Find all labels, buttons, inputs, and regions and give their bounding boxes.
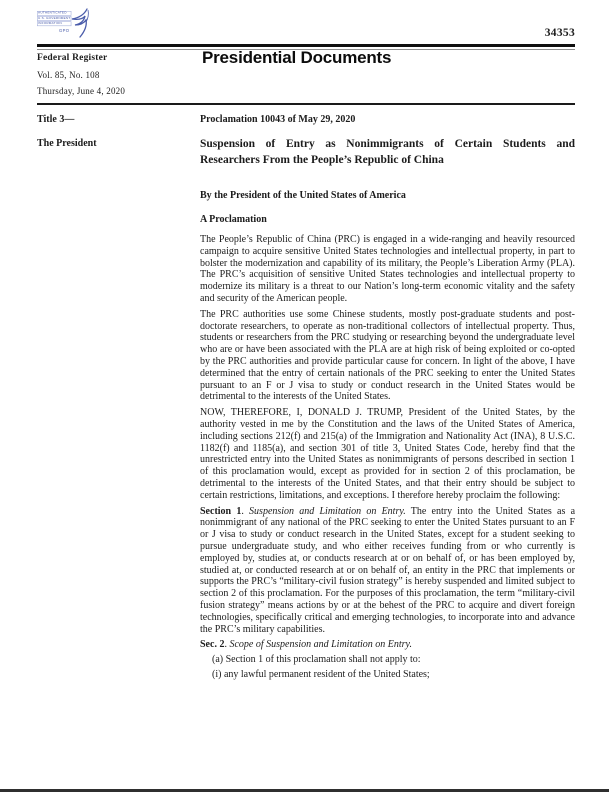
paragraph-1: The People’s Republic of China (PRC) is engaged in a wide-ranging and heavily resourced campaign to acquire sensitive United States technologies and intellectual property, in part to bolster the modernization and capability of its military, the People’s Liberation Army (PLA). The PRC’s acquisition of sensitive United States technologies and intellectual property to modernize its military is a threat to our Nation’s long-term economic vitality and the safety and security of the American people. — [200, 234, 575, 304]
sec-2-paragraph — [200, 639, 575, 651]
section-1-label: Section 1 — [200, 505, 242, 517]
masthead-date: Thursday, June 4, 2020 — [37, 86, 126, 96]
masthead-name: Federal Register — [37, 53, 108, 63]
clause-a: (a) Section 1 of this proclamation shall not apply to: — [212, 654, 421, 666]
title-3-label: Title 3— — [37, 114, 75, 125]
header-rule-thick — [37, 44, 575, 47]
gpo-logo-line: U.S. GOVERNMENT — [38, 16, 71, 20]
paragraph-3: NOW, THEREFORE, I, DONALD J. TRUMP, President of the United States, by the authority vested in me by the Constitution and the laws of the United States of America, including sections 212(f) and 215(a) of the Immigration and Nationality Act (INA), 8 U.S.C. 1182(f) and 1185(a), and section 301 of title 3, United States Code, hereby find that the unrestricted entry into the United States as nonimmigrants of persons described in section 1 of this proclamation would, except as provided for in section 2 of this proclamation, be detrimental to the interests of the United States, and that their entry should be subject to certain restrictions, limitations, and exceptions. I therefore hereby proclaim the following: — [200, 407, 575, 501]
title-sidebar — [37, 114, 200, 681]
sec-2-punct: . — [224, 639, 230, 651]
clause-i: (i) any lawful permanent resident of the United States; — [212, 668, 430, 680]
gpo-logo-line: INFORMATION — [37, 21, 71, 26]
a-proclamation-heading: A Proclamation — [200, 214, 267, 225]
gpo-authenticated-logo — [37, 7, 95, 39]
section-1-punct: . — [241, 505, 250, 517]
sec-2-label: Sec. 2 — [200, 639, 225, 651]
section-1-paragraph — [200, 506, 575, 636]
section-heading: Presidential Documents — [202, 48, 392, 67]
paragraph-2: The PRC authorities use some Chinese students, mostly post-graduate students and post-doctorate researchers, to operate as non-traditional collectors of intellectual property. Thus, students or researchers from the PRC studying or researching beyond the undergraduate level who are or have been associated with the PLA are at high risk of being exploited or co-opted by the PRC authorities and provide particular cause for concern. In light of the above, I have determined that the entry of certain nationals of the PRC seeking to enter the United States pursuant to an F or J visa to study or conduct research in the United States would be detrimental to the interests of the United States. — [200, 308, 575, 403]
sec-2-heading: Scope of Suspension and Limitation on Entry. — [229, 639, 412, 651]
byline: By the President of the United States of America — [200, 190, 406, 201]
proclamation-number-line: Proclamation 10043 of May 29, 2020 — [200, 114, 356, 125]
proclamation-column — [200, 114, 575, 681]
masthead-bottom-rule — [37, 103, 575, 105]
section-1-body: The entry into the United States as a nonimmigrant of any national of the PRC seeking to enter the United States pursuant to an F or J visa to study or conduct research in the United States, except for a student seeking to pursue undergraduate study, and who either receives funding from or who currently is employed by, studies at, or conducts research at or on behalf of, or has been employed by, studied at, or conducted research at or on behalf of, an entity in the PRC that implements or supports the PRC’s “military-civil fusion strategy” is hereby suspended and limited subject to section 2 of this proclamation. For the purposes of this proclamation, the term “military-civil fusion strategy” means actions by or at the behest of the PRC to acquire and divert foreign technologies, specifically critical and emerging technologies, to incorporate into and advance the PRC’s military capabilities. — [200, 505, 576, 635]
gpo-logo-line: AUTHENTICATED — [37, 11, 71, 16]
page-number: 34353 — [544, 27, 575, 39]
masthead-volume: Vol. 85, No. 108 — [37, 70, 100, 80]
the-president-label: The President — [37, 138, 97, 149]
proclamation-title: Suspension of Entry as Nonimmigrants of Certain Students and Researchers From the People’s Republic of China — [200, 138, 575, 166]
gpo-eagle-swoosh-icon — [69, 7, 95, 39]
gpo-logo-acronym: GPO — [59, 29, 70, 34]
section-1-heading: Suspension and Limitation on Entry. — [249, 505, 406, 517]
document-body — [37, 114, 575, 681]
gpo-logo-text — [37, 11, 71, 27]
